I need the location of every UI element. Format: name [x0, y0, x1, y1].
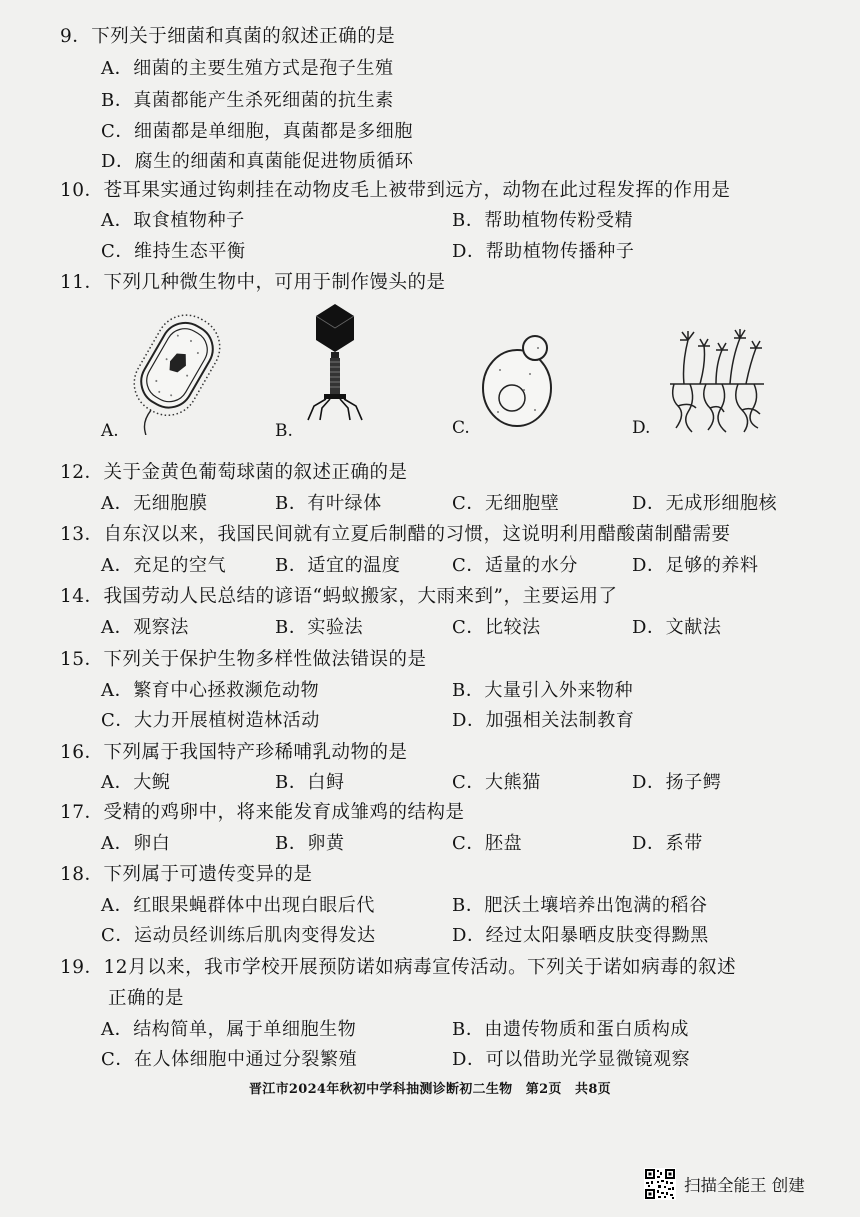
option-14c: C．比较法: [452, 617, 541, 638]
option-17b: B．卵黄: [275, 833, 345, 854]
option-14b: B．实验法: [275, 617, 364, 638]
option-12d: D．无成形细胞核: [632, 493, 778, 514]
scanner-watermark-text: 扫描全能王 创建: [684, 1176, 805, 1195]
question-19-continued: 正确的是: [108, 988, 185, 1009]
figure-label-d: D.: [632, 418, 651, 438]
option-12a: A．无细胞膜: [101, 493, 208, 514]
figure-label-a: A.: [101, 421, 119, 441]
option-18c: C．运动员经训练后肌肉变得发达: [101, 925, 376, 946]
option-16d: D．扬子鳄: [632, 772, 722, 793]
figure-label-b: B.: [275, 421, 293, 441]
question-12: 12．关于金黄色葡萄球菌的叙述正确的是: [60, 462, 408, 483]
option-17c: C．胚盘: [452, 833, 523, 854]
option-17a: A．卵白: [101, 833, 171, 854]
figure-label-c: C.: [452, 418, 470, 438]
option-19d: D．可以借助光学显微镜观察: [452, 1049, 691, 1070]
option-15a: A．繁育中心拯救濒危动物: [101, 680, 320, 701]
option-19b: B．由遗传物质和蛋白质构成: [452, 1019, 690, 1040]
scanner-watermark: [644, 1168, 805, 1200]
option-19a: A．结构简单，属于单细胞生物: [101, 1019, 357, 1040]
mold-illustration: [660, 328, 770, 436]
option-17d: D．系带: [632, 833, 703, 854]
question-17: 17．受精的鸡卵中，将来能发育成雏鸡的结构是: [60, 802, 465, 823]
bacterium-illustration: [120, 300, 250, 435]
option-9a: A．细菌的主要生殖方式是孢子生殖: [101, 58, 394, 79]
question-19: 19．12月以来，我市学校开展预防诺如病毒宣传活动。下列关于诺如病毒的叙述: [60, 957, 737, 978]
option-18d: D．经过太阳暴晒皮肤变得黝黑: [452, 925, 709, 946]
option-10a: A．取食植物种子: [101, 210, 245, 231]
option-16b: B．白鲟: [275, 772, 345, 793]
question-18: 18．下列属于可遗传变异的是: [60, 864, 313, 885]
option-14d: D．文献法: [632, 617, 722, 638]
option-18a: A．红眼果蝇群体中出现白眼后代: [101, 895, 375, 916]
option-10b: B．帮助植物传粉受精: [452, 210, 634, 231]
option-15c: C．大力开展植树造林活动: [101, 710, 320, 731]
question-9: 9．下列关于细菌和真菌的叙述正确的是: [60, 26, 396, 47]
question-13: 13．自东汉以来，我国民间就有立夏后制醋的习惯，这说明利用醋酸菌制醋需要: [60, 524, 731, 545]
option-13b: B．适宜的温度: [275, 555, 401, 576]
option-13a: A．充足的空气: [101, 555, 227, 576]
page-footer: 晋江市2024年秋初中学科抽测诊断初二生物 第2页 共8页: [249, 1082, 611, 1097]
option-10d: D．帮助植物传播种子: [452, 241, 635, 262]
option-9c: C．细菌都是单细胞，真菌都是多细胞: [101, 121, 413, 142]
question-15: 15．下列关于保护生物多样性做法错误的是: [60, 649, 427, 670]
option-12c: C．无细胞壁: [452, 493, 560, 514]
qr-code-icon: [644, 1168, 676, 1200]
option-15b: B．大量引入外来物种: [452, 680, 634, 701]
option-19c: C．在人体细胞中通过分裂繁殖: [101, 1049, 358, 1070]
option-14a: A．观察法: [101, 617, 189, 638]
option-13d: D．足够的养料: [632, 555, 759, 576]
question-14: 14．我国劳动人民总结的谚语“蚂蚁搬家，大雨来到”，主要运用了: [60, 586, 618, 607]
bacteriophage-illustration: [300, 302, 370, 422]
option-12b: B．有叶绿体: [275, 493, 382, 514]
option-15d: D．加强相关法制教育: [452, 710, 635, 731]
question-10: 10．苍耳果实通过钩刺挂在动物皮毛上被带到远方，动物在此过程发挥的作用是: [60, 180, 731, 201]
option-13c: C．适量的水分: [452, 555, 578, 576]
option-16c: C．大熊猫: [452, 772, 541, 793]
yeast-illustration: [480, 330, 560, 430]
question-11-stem: 11．下列几种微生物中，可用于制作馒头的是: [60, 272, 446, 293]
option-16a: A．大鲵: [101, 772, 171, 793]
option-9b: B．真菌都能产生杀死细菌的抗生素: [101, 90, 394, 111]
option-9d: D．腐生的细菌和真菌能促进物质循环: [101, 151, 414, 172]
option-18b: B．肥沃土壤培养出饱满的稻谷: [452, 895, 708, 916]
question-16: 16．下列属于我国特产珍稀哺乳动物的是: [60, 742, 408, 763]
option-10c: C．维持生态平衡: [101, 241, 246, 262]
